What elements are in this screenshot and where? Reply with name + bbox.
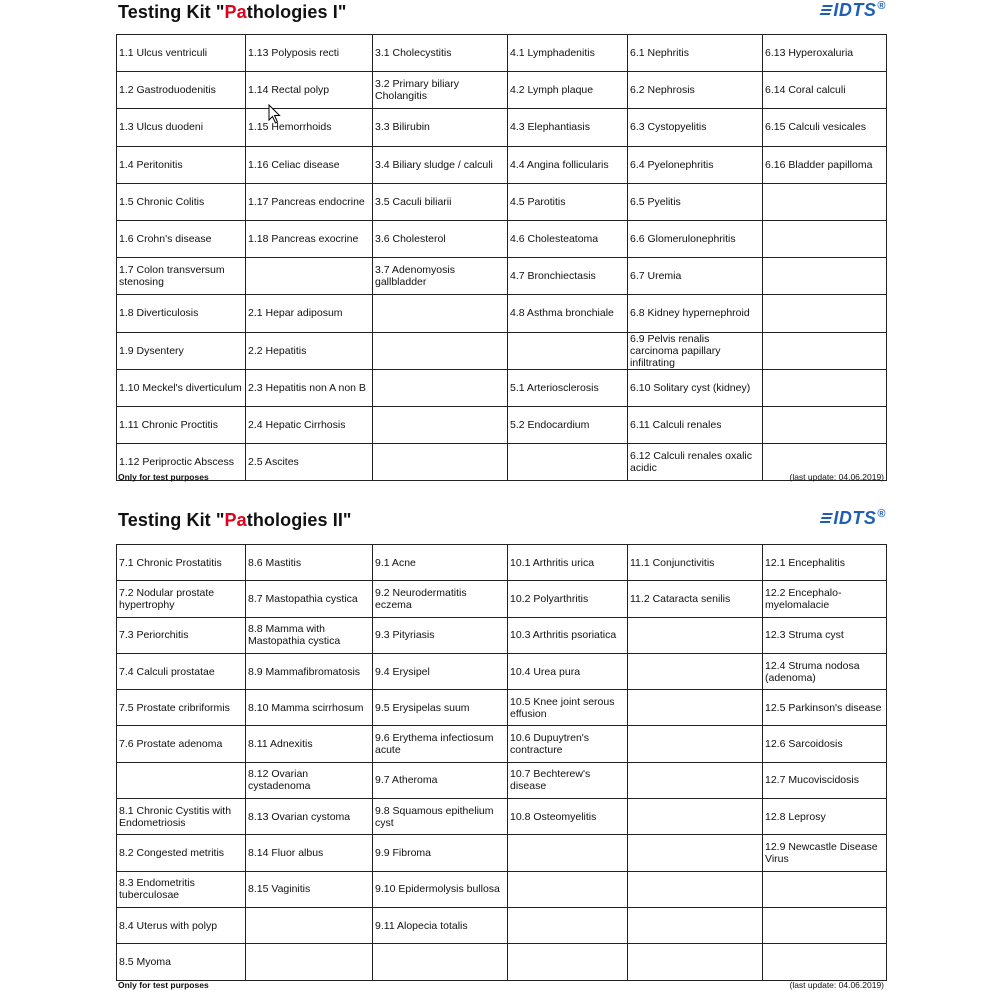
logo-bars-icon bbox=[819, 5, 833, 17]
table-cell bbox=[628, 799, 763, 835]
table-cell: 6.14 Coral calculi bbox=[763, 72, 887, 109]
table-row bbox=[117, 690, 887, 726]
table-cell: 3.2 Primary biliary Cholangitis bbox=[373, 72, 508, 109]
kit1-last-update: (last update: 04.06.2019) bbox=[789, 472, 884, 482]
table-cell: 12.1 Encephalitis bbox=[763, 545, 887, 581]
logo-bars-icon bbox=[819, 513, 833, 525]
table-cell: 8.7 Mastopathia cystica bbox=[246, 581, 373, 617]
kit2-title-highlight: Pa bbox=[224, 510, 247, 530]
table-cell: 10.1 Arthritis urica bbox=[508, 545, 628, 581]
table-cell: 2.3 Hepatitis non A non B bbox=[246, 369, 373, 406]
table-cell bbox=[628, 762, 763, 798]
table-row bbox=[117, 258, 887, 295]
table-cell: 7.5 Prostate cribriformis bbox=[117, 690, 246, 726]
table-cell bbox=[373, 444, 508, 481]
table-cell bbox=[763, 295, 887, 332]
logo-text: IDTS bbox=[833, 508, 877, 528]
table-cell: 3.1 Cholecystitis bbox=[373, 35, 508, 72]
table-row bbox=[117, 35, 887, 72]
logo-registered-mark: ® bbox=[877, 508, 886, 520]
table-cell: 6.15 Calculi vesicales bbox=[763, 109, 887, 146]
table-row bbox=[117, 444, 887, 481]
logo-text: IDTS bbox=[833, 0, 877, 20]
table-cell: 6.13 Hyperoxaluria bbox=[763, 35, 887, 72]
kit2-title-pre: Testing Kit " bbox=[118, 510, 225, 530]
table-cell: 4.5 Parotitis bbox=[508, 183, 628, 220]
table-cell bbox=[763, 907, 887, 943]
table-cell bbox=[763, 220, 887, 257]
table-row bbox=[117, 146, 887, 183]
table-cell: 1.3 Ulcus duodeni bbox=[117, 109, 246, 146]
table-cell: 1.17 Pancreas endocrine bbox=[246, 183, 373, 220]
table-cell bbox=[508, 907, 628, 943]
table-cell: 1.2 Gastroduodenitis bbox=[117, 72, 246, 109]
table-cell: 8.8 Mamma with Mastopathia cystica bbox=[246, 617, 373, 653]
table-cell: 1.9 Dysentery bbox=[117, 332, 246, 369]
table-row bbox=[117, 617, 887, 653]
table-cell: 6.3 Cystopyelitis bbox=[628, 109, 763, 146]
table-cell: 4.3 Elephantiasis bbox=[508, 109, 628, 146]
table-cell: 6.9 Pelvis renalis carcinoma papillary infiltrating bbox=[628, 332, 763, 369]
table-cell: 6.1 Nephritis bbox=[628, 35, 763, 72]
table-cell bbox=[246, 258, 373, 295]
table-cell bbox=[628, 653, 763, 689]
table-cell bbox=[373, 332, 508, 369]
table-cell: 1.7 Colon transversum stenosing bbox=[117, 258, 246, 295]
table-cell: 9.9 Fibroma bbox=[373, 835, 508, 871]
table-row bbox=[117, 944, 887, 980]
table-row bbox=[117, 581, 887, 617]
table-cell: 2.2 Hepatitis bbox=[246, 332, 373, 369]
table-cell: 12.3 Struma cyst bbox=[763, 617, 887, 653]
table-cell: 1.12 Periproctic Abscess bbox=[117, 444, 246, 481]
kit2-title-post: thologies II" bbox=[246, 510, 352, 530]
table-cell: 1.10 Meckel's diverticulum bbox=[117, 369, 246, 406]
table-cell: 9.7 Atheroma bbox=[373, 762, 508, 798]
table-cell: 12.8 Leprosy bbox=[763, 799, 887, 835]
table-cell: 8.5 Myoma bbox=[117, 944, 246, 980]
table-cell: 9.5 Erysipelas suum bbox=[373, 690, 508, 726]
table-cell bbox=[373, 406, 508, 443]
table-cell bbox=[763, 183, 887, 220]
table-cell: 4.6 Cholesteatoma bbox=[508, 220, 628, 257]
kit1-title-pre: Testing Kit " bbox=[118, 2, 225, 22]
table-cell bbox=[628, 690, 763, 726]
table-cell: 12.2 Encephalo-myelomalacie bbox=[763, 581, 887, 617]
table-row bbox=[117, 726, 887, 762]
table-row bbox=[117, 183, 887, 220]
table-cell: 1.16 Celiac disease bbox=[246, 146, 373, 183]
table-cell: 3.4 Biliary sludge / calculi bbox=[373, 146, 508, 183]
table-cell: 12.7 Mucoviscidosis bbox=[763, 762, 887, 798]
table-cell bbox=[373, 295, 508, 332]
table-cell: 1.18 Pancreas exocrine bbox=[246, 220, 373, 257]
table-cell: 9.11 Alopecia totalis bbox=[373, 907, 508, 943]
table-row bbox=[117, 907, 887, 943]
table-cell: 12.5 Parkinson's disease bbox=[763, 690, 887, 726]
table-cell: 4.8 Asthma bronchiale bbox=[508, 295, 628, 332]
table-cell: 10.4 Urea pura bbox=[508, 653, 628, 689]
table-row bbox=[117, 406, 887, 443]
table-row bbox=[117, 545, 887, 581]
table-cell: 1.14 Rectal polyp bbox=[246, 72, 373, 109]
table-row bbox=[117, 109, 887, 146]
table-cell: 9.6 Erythema infectiosum acute bbox=[373, 726, 508, 762]
table-cell: 7.3 Periorchitis bbox=[117, 617, 246, 653]
table-row bbox=[117, 835, 887, 871]
table-row bbox=[117, 72, 887, 109]
table-cell bbox=[628, 944, 763, 980]
dts-logo bbox=[821, 0, 886, 21]
table-cell: 9.4 Erysipel bbox=[373, 653, 508, 689]
kit2-last-update: (last update: 04.06.2019) bbox=[789, 980, 884, 990]
table-row bbox=[117, 762, 887, 798]
table-cell: 8.4 Uterus with polyp bbox=[117, 907, 246, 943]
table-row bbox=[117, 653, 887, 689]
table-cell: 6.7 Uremia bbox=[628, 258, 763, 295]
table-cell: 12.9 Newcastle Disease Virus bbox=[763, 835, 887, 871]
table-cell: 10.8 Osteomyelitis bbox=[508, 799, 628, 835]
table-cell: 10.7 Bechterew's disease bbox=[508, 762, 628, 798]
table-cell: 1.8 Diverticulosis bbox=[117, 295, 246, 332]
table-cell: 9.2 Neurodermatitis eczema bbox=[373, 581, 508, 617]
table-cell: 10.3 Arthritis psoriatica bbox=[508, 617, 628, 653]
table-cell: 1.5 Chronic Colitis bbox=[117, 183, 246, 220]
table-cell bbox=[763, 369, 887, 406]
table-cell: 5.2 Endocardium bbox=[508, 406, 628, 443]
table-row bbox=[117, 871, 887, 907]
table-cell: 9.8 Squamous epithelium cyst bbox=[373, 799, 508, 835]
table-cell: 8.14 Fluor albus bbox=[246, 835, 373, 871]
table-cell bbox=[763, 406, 887, 443]
table-cell: 1.1 Ulcus ventriculi bbox=[117, 35, 246, 72]
table-row bbox=[117, 220, 887, 257]
table-cell: 1.13 Polyposis recti bbox=[246, 35, 373, 72]
table-cell: 9.1 Acne bbox=[373, 545, 508, 581]
table-cell: 4.4 Angina follicularis bbox=[508, 146, 628, 183]
table-cell: 11.1 Conjunctivitis bbox=[628, 545, 763, 581]
table-cell bbox=[508, 444, 628, 481]
kit2-title bbox=[118, 510, 352, 531]
table-cell: 12.4 Struma nodosa (adenoma) bbox=[763, 653, 887, 689]
table-cell bbox=[373, 944, 508, 980]
table-cell: 6.4 Pyelonephritis bbox=[628, 146, 763, 183]
table-cell: 4.1 Lymphadenitis bbox=[508, 35, 628, 72]
table-cell bbox=[763, 944, 887, 980]
table-cell: 3.5 Caculi biliarii bbox=[373, 183, 508, 220]
table-cell: 6.16 Bladder papilloma bbox=[763, 146, 887, 183]
table-cell bbox=[117, 762, 246, 798]
table-cell: 7.1 Chronic Prostatitis bbox=[117, 545, 246, 581]
table-cell: 5.1 Arteriosclerosis bbox=[508, 369, 628, 406]
table-cell: 9.3 Pityriasis bbox=[373, 617, 508, 653]
table-cell: 6.6 Glomerulonephritis bbox=[628, 220, 763, 257]
table-row bbox=[117, 369, 887, 406]
table-cell: 10.6 Dupuytren's contracture bbox=[508, 726, 628, 762]
table-cell bbox=[508, 332, 628, 369]
kit2-table bbox=[116, 544, 887, 981]
table-cell: 6.11 Calculi renales bbox=[628, 406, 763, 443]
table-cell: 8.3 Endometritis tuberculosae bbox=[117, 871, 246, 907]
table-cell bbox=[628, 907, 763, 943]
table-cell bbox=[628, 617, 763, 653]
table-cell: 10.2 Polyarthritis bbox=[508, 581, 628, 617]
table-cell: 7.4 Calculi prostatae bbox=[117, 653, 246, 689]
table-cell: 2.5 Ascites bbox=[246, 444, 373, 481]
table-cell: 1.15 Hemorrhoids bbox=[246, 109, 373, 146]
table-cell bbox=[246, 944, 373, 980]
table-cell: 8.2 Congested metritis bbox=[117, 835, 246, 871]
table-cell: 9.10 Epidermolysis bullosa bbox=[373, 871, 508, 907]
table-row bbox=[117, 799, 887, 835]
table-cell: 11.2 Cataracta senilis bbox=[628, 581, 763, 617]
table-cell: 12.6 Sarcoidosis bbox=[763, 726, 887, 762]
kit1-title-highlight: Pa bbox=[224, 2, 247, 22]
table-cell bbox=[628, 726, 763, 762]
table-cell: 1.4 Peritonitis bbox=[117, 146, 246, 183]
table-cell: 1.6 Crohn's disease bbox=[117, 220, 246, 257]
table-cell: 8.11 Adnexitis bbox=[246, 726, 373, 762]
table-cell: 8.12 Ovarian cystadenoma bbox=[246, 762, 373, 798]
logo-registered-mark: ® bbox=[877, 0, 886, 12]
table-cell: 3.3 Bilirubin bbox=[373, 109, 508, 146]
kit1-title bbox=[118, 2, 346, 23]
table-cell: 6.2 Nephrosis bbox=[628, 72, 763, 109]
table-cell: 8.15 Vaginitis bbox=[246, 871, 373, 907]
table-cell: 4.2 Lymph plaque bbox=[508, 72, 628, 109]
table-cell bbox=[763, 871, 887, 907]
table-cell: 8.9 Mammafibromatosis bbox=[246, 653, 373, 689]
kit2-footer-note: Only for test purposes bbox=[118, 980, 209, 990]
table-cell: 6.5 Pyelitis bbox=[628, 183, 763, 220]
table-cell: 10.5 Knee joint serous effusion bbox=[508, 690, 628, 726]
table-cell: 3.6 Cholesterol bbox=[373, 220, 508, 257]
table-cell bbox=[508, 835, 628, 871]
table-cell bbox=[373, 369, 508, 406]
table-cell: 4.7 Bronchiectasis bbox=[508, 258, 628, 295]
table-cell: 2.4 Hepatic Cirrhosis bbox=[246, 406, 373, 443]
table-cell: 3.7 Adenomyosis gallbladder bbox=[373, 258, 508, 295]
table-cell: 8.13 Ovarian cystoma bbox=[246, 799, 373, 835]
table-row bbox=[117, 295, 887, 332]
kit1-footer-note: Only for test purposes bbox=[118, 472, 209, 482]
table-cell: 8.6 Mastitis bbox=[246, 545, 373, 581]
table-cell bbox=[508, 871, 628, 907]
table-cell bbox=[628, 835, 763, 871]
table-cell: 2.1 Hepar adiposum bbox=[246, 295, 373, 332]
kit1-title-post: thologies I" bbox=[246, 2, 347, 22]
table-cell bbox=[628, 871, 763, 907]
table-row bbox=[117, 332, 887, 369]
table-cell bbox=[246, 907, 373, 943]
table-cell bbox=[763, 332, 887, 369]
table-cell: 8.10 Mamma scirrhosum bbox=[246, 690, 373, 726]
table-cell: 7.6 Prostate adenoma bbox=[117, 726, 246, 762]
table-cell: 6.10 Solitary cyst (kidney) bbox=[628, 369, 763, 406]
table-cell: 1.11 Chronic Proctitis bbox=[117, 406, 246, 443]
dts-logo bbox=[821, 508, 886, 529]
table-cell: 8.1 Chronic Cystitis with Endometriosis bbox=[117, 799, 246, 835]
table-cell bbox=[508, 944, 628, 980]
table-cell: 6.8 Kidney hypernephroid bbox=[628, 295, 763, 332]
table-cell bbox=[763, 258, 887, 295]
table-cell: 7.2 Nodular prostate hypertrophy bbox=[117, 581, 246, 617]
kit1-table bbox=[116, 34, 887, 481]
table-cell: 6.12 Calculi renales oxalic acidic bbox=[628, 444, 763, 481]
